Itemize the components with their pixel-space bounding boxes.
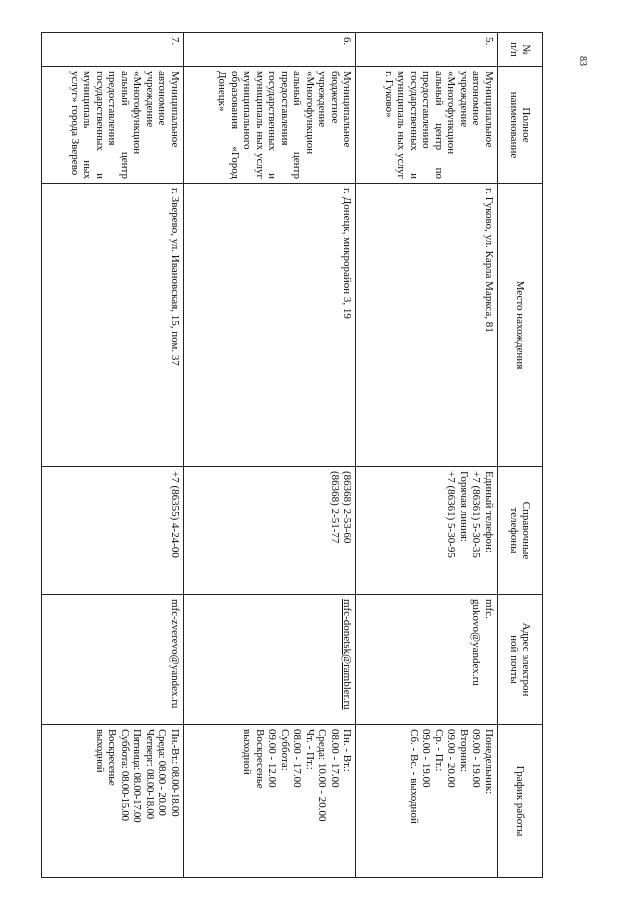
row-num: 6.	[183, 33, 355, 67]
row-phones: Единый телефон: +7 (86361) 5-30-35 Горячая линия: +7 (86361) 5-30-95	[356, 467, 498, 595]
header-email: Адрес электрон ной почты	[498, 595, 543, 725]
mfc-table	[41, 32, 543, 878]
row-email[interactable]: mfc-donetsk@rambler.ru	[183, 595, 355, 725]
page-number: 83	[577, 56, 588, 66]
header-name: Полное наименование	[498, 67, 543, 184]
row-phones: +7 (86355) 4-24-00	[42, 467, 184, 595]
header-schedule: График работы	[498, 725, 543, 878]
table-row	[183, 33, 355, 878]
table-row	[42, 33, 184, 878]
row-name: Муниципальное автономное учреждение «Многофункцион альный центр по предоставлению государственных и муниципаль ных услуг г. Гуково»	[356, 67, 498, 184]
row-email[interactable]: mfc-zverevo@yandex.ru	[42, 595, 184, 725]
row-num: 7.	[42, 33, 184, 67]
header-num: № п/п	[498, 33, 543, 67]
header-phones: Справочные телефоны	[498, 467, 543, 595]
row-email[interactable]: mfc. gukovo@yandex.ru	[356, 595, 498, 725]
row-address: г. Донецк, микрорайон 3, 19	[183, 184, 355, 467]
header-address: Место нахождения	[498, 184, 543, 467]
row-name: Муниципальное бюджетное учреждение «Многофункцион альный центр предоставления государственных и муниципаль ных услуг муниципального образования «Город Донецк»	[183, 67, 355, 184]
table-header-row	[498, 33, 543, 878]
row-schedule: Понедельник: 09.00 - 19.00 Вторник: 09.00 - 20.00 Ср. - Пт.: 09.00 - 19.00 Сб. - Вс. - выходной	[356, 725, 498, 878]
row-name: Муниципальное автономное учреждение «Многофункцион альный центр предоставления государственных и муниципаль ных услуг» города Зверево	[42, 67, 184, 184]
row-schedule: Пн.-Вт.: 08.00-18.00 Среда: 08.00 - 20.00 Четверг: 08.00-18.00 Пятница: 08.00-17.00 Суббота: 08.00-15.00 Воскресенье выходной	[42, 725, 184, 878]
row-address: г. Зверево, ул. Ивановская, 15, пом. 37	[42, 184, 184, 467]
row-address: г. Гуково, ул. Карла Маркса, 81	[356, 184, 498, 467]
row-phones: (86368) 2-53-60 (86368) 2-51-77	[183, 467, 355, 595]
row-schedule: Пн. - Вт.: 08.00 - 17.00 Среда: 10.00 - 20.00 Чт. - Пт.: 08.00 - 17.00 Суббота: 09.00 - 12.00 Воскресенье выходной	[183, 725, 355, 878]
row-num: 5.	[356, 33, 498, 67]
table-row	[356, 33, 498, 878]
rotated-page	[41, 32, 543, 877]
